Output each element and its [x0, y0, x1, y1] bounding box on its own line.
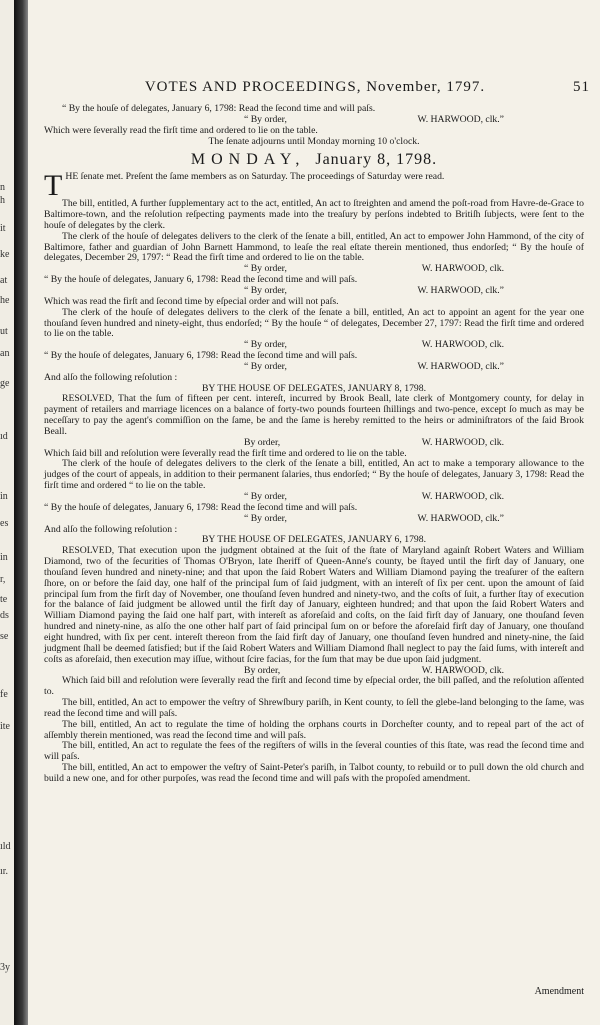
paragraph: The bill, entitled, An act to empower the veſtry of Shrewſbury pariſh, in Kent county, to ſell the glebe-land belonging to the ſame, was read the ſecond time and will paſs. — [44, 697, 584, 719]
signature: “ By order, W. HARWOOD, clk.” — [244, 512, 504, 524]
signature: “ By order, W. HARWOOD, clk.” — [244, 113, 504, 125]
paragraph: The clerk of the houſe of delegates delivers to the clerk of the ſenate a bill, entitled, An act to empower John Hammond, of the city of Baltimore, father and guardian of John Barnett Hammond, to leaſe the real eſtate therein mentioned, thus endorſed; “ By the houſe of delegates, December 29, 1797: “ Read the firſt time and ordered to lie on the table. — [44, 230, 584, 264]
gutter-fragment: 3y — [0, 962, 10, 973]
signature: “ By order, W. HARWOOD, clk. — [244, 491, 504, 502]
gutter-fragment: at — [0, 275, 8, 286]
gutter-fragment: it — [0, 223, 6, 234]
paragraph: The bill, entitled, A further ſupplementary act to the act, entitled, An act to ſtreighten and amend the poſt-road from Havre-de-Grace to Baltimore-town, and the reſolution reſpecting payments made into the treaſury by perſons indebted to Britiſh ſubjects, were ſent to the houſe of delegates by the clerk. — [44, 198, 584, 231]
page-body — [44, 104, 584, 785]
text-line: Which were ſeverally read the firſt time and ordered to lie on the table. — [44, 124, 318, 136]
gutter-fragment: ite — [0, 721, 10, 732]
text-line: “ By the houſe of delegates, January 6, 1798: Read the ſecond time and will paſs. — [44, 350, 358, 362]
gutter-fragment: r, — [0, 574, 6, 585]
gutter-fragment: ke — [0, 249, 10, 260]
paragraph: RESOLVED, That the ſum of fifteen per cent. intereſt, incurred by Brook Beall, late clerk of Montgomery county, for delay in payment of retailers and marriage licences on a balance of forty-two pounds fourteen ſhillings and two-pence, except ſo much as may be neceſſary to pay the agent's commiſſion on the ſame, be and the ſame is hereby remitted to the heirs or adminiſtrators of the ſaid Brook Beall. — [44, 393, 584, 437]
gutter-fragment: h — [0, 195, 5, 206]
paragraph: The bill, entitled, An act to regulate the time of holding the orphans courts in Dorcheſter county, and to repeal part of the act of aſſembly therein mentioned, was read the ſecond time and will paſs. — [44, 718, 584, 741]
gutter-fragment: n — [0, 182, 5, 193]
header-title: VOTES AND PROCEEDINGS, November, 1797. — [144, 79, 486, 95]
text-line: And alſo the following reſolution : — [44, 523, 178, 535]
gutter-fragment: ut — [0, 326, 8, 337]
gutter-fragment: in — [0, 491, 8, 502]
gutter-fragment: es — [0, 518, 9, 529]
paragraph: The bill, entitled, An act to regulate the fees of the regiſters of wills in the ſeveral counties of this ſtate, was read the ſecond time and will paſs. — [44, 740, 584, 763]
gutter-fragment: ge — [0, 378, 10, 389]
page-number: 51 — [573, 79, 590, 95]
paragraph: The bill, entitled, An act to empower the veſtry of Saint-Peter's pariſh, in Talbot county, to rebuild or to pull down the old church and build a new one, and for other purpoſes, was read the ſecond time and will paſs with the propoſed amendment. — [44, 762, 584, 784]
catchword: Amendment — [534, 986, 584, 997]
paragraph: RESOLVED, That execution upon the judgment obtained at the ſuit of the ſtate of Maryland againſt Robert Waters and William Diamond, two of the ſecurities of Thomas O'Bryon, late ſheriff of Queen-Anne's county, be ſtayed until the firſt day of January, one thouſand ſeven hundred and ninety-nine; and that upon the ſaid Robert Waters and William Diamond paying the treaſurer of the eaſtern ſhore, on or before the ſaid day, one half of the principal ſum of ſaid judgment, with an intereſt of ſix per cent. upon the amount of ſaid principal ſum from the firſt day of November, one thouſand ſeven hundred and ninety-two, and the coſts of ſuit, a further ſtay of execution for the balance of ſaid judgment be allowed until the firſt day of January, eighteen hundred; and that upon the ſaid Robert Waters and William Diamond paying the ſaid one half part, with intereſt as aforeſaid and coſts, on the ſaid firſt day of January, one thouſand ſeven hundred and ninety-nine, as alſo the one other half part of ſaid principal ſum on or before the aforeſaid firſt day of January, one thouſand eight hundred, with ſix per cent. intereſt thereon from the ſaid firſt day of January, one thouſand ſeven hundred and ninety-nine, the ſaid judgment ſhall be deemed ſatisfied; but if the ſaid Robert Waters and William Diamond ſhall neglect to pay the ſaid ſums, with intereſt and coſts as aforeſaid, then execution may iſſue, without ſcire facias, for the ſum that may be due upon ſaid judgment. — [44, 545, 584, 665]
gutter-fragment: in — [0, 552, 8, 563]
paragraph: Which was read the firſt and ſecond time by eſpecial order and will not paſs. — [44, 295, 339, 307]
paragraph: The clerk of the houſe of delegates delivers to the clerk of the ſenate a bill, entitled, An act to appoint an agent for the year one thouſand ſeven hundred and ninety-eight, thus endorſed; “ By the houſe “ of delegates, December 27, 1797: Read the firſt time and ordered to lie on the table. — [44, 306, 584, 340]
section-heading: MONDAY, January 8, 1798. — [190, 151, 438, 169]
facing-page-gutter — [0, 0, 14, 1025]
resolution-heading: BY THE HOUSE OF DELEGATES, JANUARY 6, 1798. — [201, 534, 427, 546]
paragraph: THE ſenate met. Preſent the ſame members as on Saturday. The proceedings of Saturday were read. — [44, 169, 445, 203]
paragraph: The clerk of the houſe of delegates delivers to the clerk of the ſenate a bill, entitled, An act to make a temporary allowance to the judges of the court of appeals, in addition to their permanent ſalaries, thus endorſed; “ By the houſe of delegates, January 3, 1798: Read the firſt time and ordered “ to lie on the table. — [44, 458, 584, 492]
signature: By order, W. HARWOOD, clk. — [244, 664, 504, 676]
gutter-fragment: ıd — [0, 431, 8, 442]
text-line: “ By the houſe of delegates, January 6, 1798: Read the ſecond time and will paſs. — [44, 501, 358, 513]
gutter-fragment: te — [0, 594, 8, 605]
text-line: And alſo the following reſolution : — [44, 371, 178, 383]
paragraph: Which ſaid bill and reſolution were ſeverally read the firſt and ſecond time by eſpecial order, the bill paſſed, and the reſolution aſſented to. — [44, 675, 584, 698]
signature: “ By order, W. HARWOOD, clk.” — [244, 284, 504, 296]
paragraph: Which ſaid bill and reſolution were ſeverally read the firſt time and ordered to lie on the table. — [44, 447, 407, 459]
book-spine-edge — [14, 0, 28, 1025]
gutter-fragment: ıld — [0, 841, 11, 852]
signature: “ By order, W. HARWOOD, clk.” — [244, 360, 504, 372]
gutter-fragment: fe — [0, 689, 8, 700]
gutter-fragment: ır. — [0, 866, 9, 877]
signature: “ By order, W. HARWOOD, clk. — [244, 263, 504, 275]
resolution-heading: BY THE HOUSE OF DELEGATES, JANUARY 8, 1798. — [201, 382, 427, 394]
gutter-fragment: an — [0, 348, 10, 359]
text-line: “ By the houſe of delegates, January 6, 1798: Read the ſecond time and will paſs. — [44, 274, 358, 286]
gutter-fragment: ds — [0, 610, 9, 621]
signature: “ By order, W. HARWOOD, clk. — [244, 339, 504, 351]
text-line: “ By the houſe of delegates, January 6, 1798: Read the ſecond time and will paſs. — [62, 103, 376, 114]
text-line: The ſenate adjourns until Monday morning 10 o'clock. — [208, 135, 420, 147]
signature: By order, W. HARWOOD, clk. — [244, 436, 504, 448]
running-header — [100, 79, 590, 96]
gutter-fragment: he — [0, 295, 10, 306]
gutter-fragment: se — [0, 631, 9, 642]
